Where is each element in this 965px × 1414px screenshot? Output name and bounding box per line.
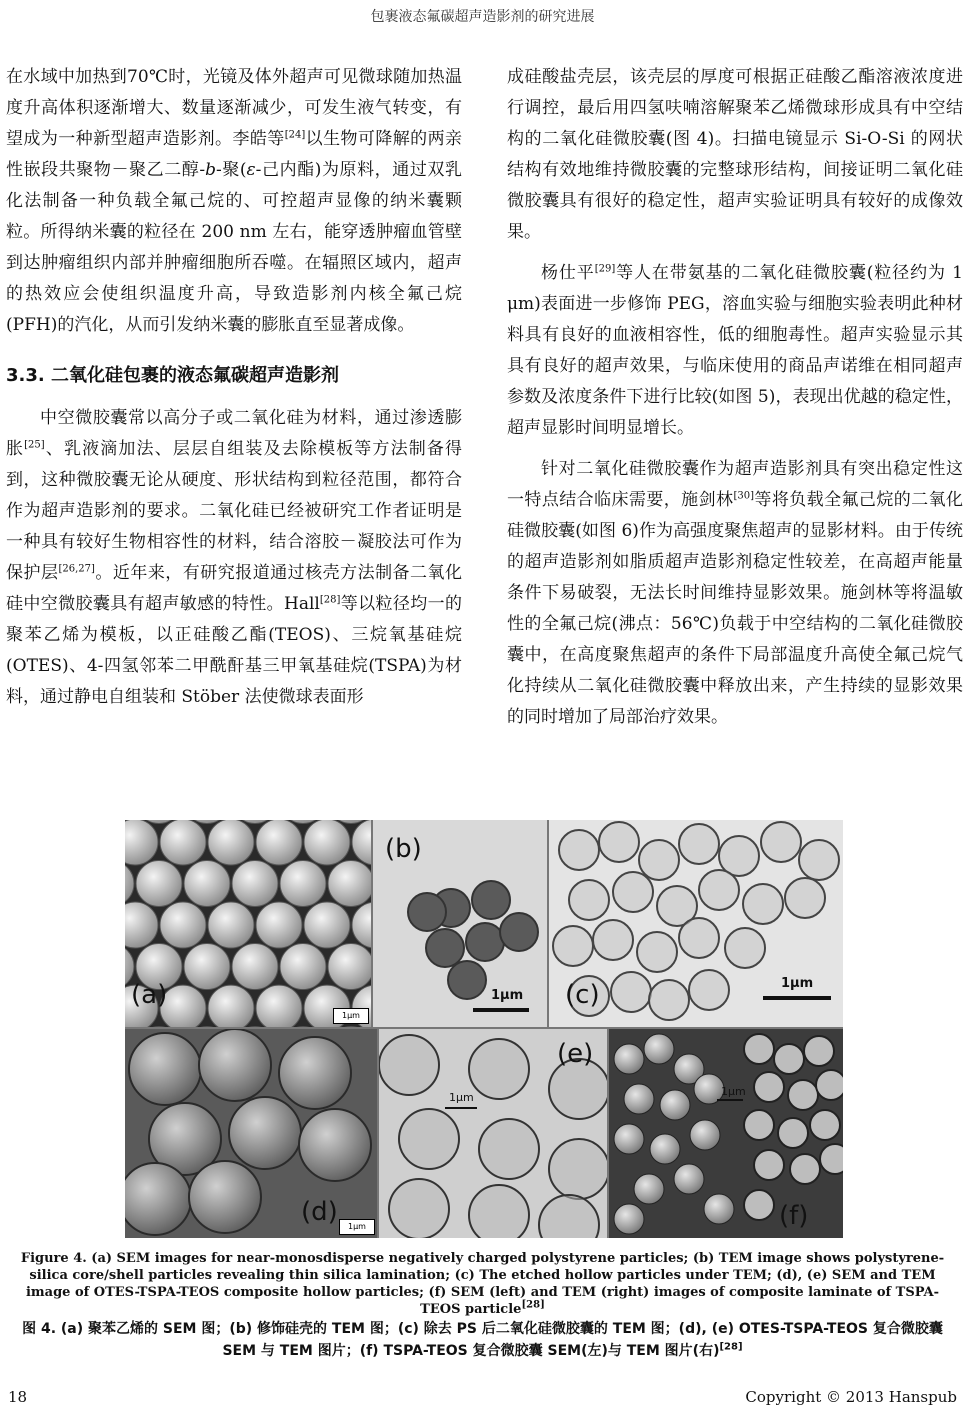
polystyrene-sphere [328, 944, 371, 990]
broken-shell [199, 1029, 271, 1101]
polystyrene-sphere [208, 985, 254, 1027]
polystyrene-sphere [232, 944, 278, 990]
coreshell-particle [500, 913, 538, 951]
citation-ref: [26,27] [58, 563, 95, 575]
hollow-particle [761, 822, 801, 862]
hollow-particle [679, 824, 719, 864]
polystyrene-sphere [136, 861, 182, 907]
laminate-ring-particle [744, 1034, 774, 1064]
copyright-notice: Copyright © 2013 Hanspub [745, 1388, 957, 1406]
laminate-ring-particle [754, 1150, 784, 1180]
panel-a-sem-spheres [125, 820, 371, 1027]
hollow-particle [559, 830, 599, 870]
polystyrene-sphere [208, 820, 254, 865]
panel-f-scale-bar [717, 1099, 743, 1101]
text-run: 成硅酸盐壳层，该壳层的厚度可根据正硅酸乙酯溶液浓度进行调控，最后用四氢呋喃溶解聚苯乙烯微球形成具有中空结构的二氧化硅微胶囊(图 4)。扫描电镜显示 Si-O-Si 的网状结构有效地维持微胶囊的完整球形结构，间接证明二氧化硅微胶囊具有很好的稳定性，超声实验证明具有较好的成像效果。 [507, 67, 963, 242]
laminate-ring-particle [744, 1110, 774, 1140]
polystyrene-sphere [280, 861, 326, 907]
left-column [6, 62, 462, 713]
hollow-particle [593, 920, 633, 960]
panel-c-tem-hollow [549, 820, 843, 1027]
sem-broken-shells [125, 1029, 377, 1238]
hollow-particle [785, 878, 825, 918]
text-run: 中空微胶囊常以高分子或二氧化硅为材料，通过渗透膨胀 [6, 408, 462, 459]
caption-en-ref: [28] [521, 1299, 545, 1311]
coreshell-particle [472, 881, 510, 919]
polystyrene-sphere [184, 944, 230, 990]
polystyrene-sphere [256, 820, 302, 865]
laminate-sphere [650, 1134, 680, 1164]
coreshell-particle [466, 923, 504, 961]
laminate-sphere [634, 1174, 664, 1204]
text-run: 等将负载全氟己烷的二氧化硅微胶囊(如图 6)作为高强度聚焦超声的显影材料。由于传统的超声造影剂如脂质超声造影剂稳定性较差，在高超声能量条件下易破裂，无法长时间维持显影效果。施剑林等将温敏性的全氟己烷(沸点：56℃)负载于中空结构的二氧化硅微胶囊中，在高度聚焦超声的条件下局部温度升高使全氟己烷气化持续从二氧化硅微胶囊中释放出来，产生持续的显影效果的同时增加了局部治疗效果。 [507, 490, 964, 727]
right-paragraph-1 [507, 62, 963, 248]
polystyrene-sphere [280, 944, 326, 990]
composite-shell [389, 1179, 449, 1238]
text-run: -聚( [216, 160, 247, 180]
polystyrene-sphere [160, 820, 206, 865]
page-number: 18 [8, 1388, 28, 1406]
hollow-particle [799, 840, 839, 880]
text-run: 等人在带氨基的二氧化硅微胶囊(粒径约为 1 μm)表面进一步修饰 PEG，溶血实验与细胞实验表明此种材料具有良好的血液相容性，低的细胞毒性。超声实验显示其具有良好的超声效果，与临床使用的商品声诺维在相同超声参数及浓度条件下进行比较(如图 5)，表现出优越的稳定性，超声显影时间明显增长。 [507, 263, 963, 438]
figure-caption-chinese [4, 1318, 961, 1362]
right-paragraph-3 [507, 454, 963, 733]
polystyrene-sphere [184, 861, 230, 907]
laminate-ring-particle [788, 1080, 818, 1110]
hollow-particle [725, 928, 765, 968]
panel-a-label: (a) [131, 980, 168, 1010]
panel-c-scale-bar [763, 996, 831, 1000]
polystyrene-sphere [125, 902, 158, 948]
composite-shell [539, 1195, 599, 1238]
italic-text: b [205, 160, 216, 180]
right-paragraph-2 [507, 258, 963, 444]
panel-b-scale-bar [473, 1008, 529, 1012]
panel-d-scale-box: 1μm [339, 1219, 375, 1235]
laminate-sphere [614, 1204, 644, 1234]
laminate-sphere [704, 1194, 734, 1224]
hollow-particle [679, 918, 719, 958]
hollow-particle [649, 980, 689, 1020]
broken-shell [189, 1161, 261, 1233]
text-run: 针对二氧化硅微胶囊作为超声造影剂具有突出稳定性这一特点结合临床需要，施剑林 [507, 459, 963, 510]
hollow-particle [599, 822, 639, 862]
polystyrene-sphere [352, 820, 371, 865]
section-heading-3-3: 3.3. 二氧化硅包裹的液态氟碳超声造影剂 [6, 365, 339, 386]
text-run: 等以粒径均一的聚苯乙烯为模板，以正硅酸乙酯(TEOS)、三烷氧基硅烷(OTES)、4-四氢邻苯二甲酰酐基三甲氧基硅烷(TSPA)为材料，通过静电自组装和 Stöber 法使微球表面形 [6, 594, 462, 707]
laminate-sphere [690, 1120, 720, 1150]
hollow-particle [743, 884, 783, 924]
right-column [507, 62, 963, 733]
hollow-particle [639, 840, 679, 880]
citation-ref: [24] [284, 129, 306, 141]
broken-shell [125, 1163, 191, 1235]
laminate-ring-particle [810, 1110, 840, 1140]
composite-shell [549, 1139, 607, 1199]
laminate-ring-particle [790, 1154, 820, 1184]
laminate-sphere [624, 1084, 654, 1114]
panel-e-tem-composite [379, 1029, 607, 1238]
panel-e-scale-label: 1μm [449, 1091, 474, 1104]
panel-f-scale-label: 1μm [721, 1085, 746, 1098]
panel-d-label: (d) [301, 1197, 338, 1227]
hollow-particle [637, 932, 677, 972]
caption-en-text: Figure 4. (a) SEM images for near-monosdisperse negatively charged polystyrene particles; (b) TEM image shows polystyrene-silica core/shell particles revealing thin silica lamination; (c) The etched hollow particles under TEM; (d), (e) SEM and TEM image of OTES-TSPA-TEOS composite hollow particles; (f) SEM (left) and TEM (right) images of composite laminate of TSPA-TEOS particle [20, 1251, 945, 1317]
figure-4 [125, 820, 843, 1238]
citation-ref: [25] [24, 439, 45, 451]
composite-shell [379, 1035, 439, 1095]
polystyrene-sphere [125, 861, 134, 907]
text-run: 杨仕平 [541, 263, 595, 283]
text-run: 、乳液滴加法、层层自组装及去除模板等方法制备得到，这种微胶囊无论从硬度、形状结构到粒径范围，都符合作为超声造影剂的要求。二氧化硅已经被研究工作者证明是一种具有较好生物相容性的材料，结合溶胶－凝胶法可作为保护层 [6, 439, 463, 583]
left-paragraph-1 [6, 62, 462, 341]
panel-c-scale-label: 1μm [781, 976, 814, 991]
citation-ref: [29] [594, 263, 616, 275]
panel-f-sem-tem-laminate [609, 1029, 843, 1238]
coreshell-particle [448, 961, 486, 999]
polystyrene-sphere [328, 861, 371, 907]
laminate-ring-particle [816, 1070, 843, 1100]
laminate-sphere [674, 1164, 704, 1194]
text-run: 以生物可降解的两亲性嵌段共聚物－聚乙二醇- [6, 129, 463, 180]
composite-shell [399, 1109, 459, 1169]
laminate-ring-particle [774, 1044, 804, 1074]
panel-e-label: (e) [557, 1039, 594, 1069]
hollow-particle [553, 926, 593, 966]
panel-b-tem-coreshell [373, 820, 547, 1027]
laminate-ring-particle [804, 1036, 834, 1066]
polystyrene-sphere [256, 985, 302, 1027]
laminate-ring-particle [778, 1118, 808, 1148]
caption-cn-ref: [28] [719, 1341, 743, 1353]
polystyrene-sphere [256, 902, 302, 948]
hollow-particle [689, 970, 729, 1010]
italic-text: ε [246, 160, 256, 180]
broken-shell [299, 1109, 371, 1181]
coreshell-particle [408, 893, 446, 931]
running-header: 包裹液态氟碳超声造影剂的研究进展 [370, 9, 595, 25]
composite-shell [469, 1039, 529, 1099]
text-run: -己内酯)为原料，通过双乳化法制备一种负载全氟己烷的、可控超声显像的纳米囊颗粒。所得纳米囊的粒径在 200 nm 左右，能穿透肿瘤血管壁到达肿瘤组织内部并肿瘤细胞所吞噬。在辐照区域内，超声的热效应会使组织温度升高，导致造影剂内核全氟己烷(PFH)的汽化，从而引发纳米囊的膨胀直至显著成像。 [6, 160, 462, 335]
polystyrene-sphere [160, 902, 206, 948]
caption-cn-text: 图 4. (a) 聚苯乙烯的 SEM 图；(b) 修饰硅壳的 TEM 图；(c) 除去 PS 后二氧化硅微胶囊的 TEM 图；(d), (e) OTES-TSPA-TEOS 复合微胶囊 SEM 与 TEM 图片；(f) TSPA-TEOS 复合微胶囊 SEM(左)与 TEM 图片(右) [22, 1321, 943, 1359]
polystyrene-sphere [125, 820, 158, 865]
panel-e-scale-bar [445, 1107, 477, 1109]
panel-b-scale-label: 1μm [491, 988, 524, 1003]
citation-ref: [30] [733, 490, 754, 502]
hollow-particle [611, 972, 651, 1012]
polystyrene-sphere [208, 902, 254, 948]
laminate-ring-particle [754, 1072, 784, 1102]
broken-shell [129, 1033, 201, 1105]
laminate-sphere [614, 1044, 644, 1074]
polystyrene-sphere [304, 902, 350, 948]
hollow-particle [569, 880, 609, 920]
composite-shell [479, 1119, 539, 1179]
panel-c-label: (c) [565, 980, 600, 1010]
panel-b-label: (b) [385, 834, 422, 864]
laminate-ring-particle [744, 1190, 774, 1220]
figure-caption-english [10, 1250, 955, 1318]
laminate-ring-particle [820, 1144, 843, 1174]
polystyrene-sphere [232, 861, 278, 907]
left-paragraph-2 [6, 403, 462, 713]
citation-ref: [28] [319, 594, 341, 606]
laminate-sphere [614, 1124, 644, 1154]
coreshell-particle [426, 929, 464, 967]
panel-d-sem-shells [125, 1029, 377, 1238]
panel-a-scale-box: 1μm [333, 1008, 369, 1024]
laminate-sphere [644, 1034, 674, 1064]
polystyrene-sphere [352, 902, 371, 948]
hollow-particle [613, 872, 653, 912]
text-run: 。近年来，有研究报道通过核壳方法制备二氧化硅中空微胶囊具有超声敏感的特性。Hall [6, 563, 463, 614]
broken-shell [229, 1097, 301, 1169]
panel-f-label: (f) [779, 1201, 809, 1231]
hollow-particle [699, 870, 739, 910]
composite-shell [469, 1185, 529, 1238]
broken-shell [279, 1037, 351, 1109]
polystyrene-sphere [304, 820, 350, 865]
laminate-sphere [660, 1090, 690, 1120]
text-run: 在水域中加热到70℃时，光镜及体外超声可见微球随加热温度升高体积逐渐增大、数量逐渐减少，可发生液气转变，有望成为一种新型超声造影剂。李皓等 [6, 67, 462, 149]
